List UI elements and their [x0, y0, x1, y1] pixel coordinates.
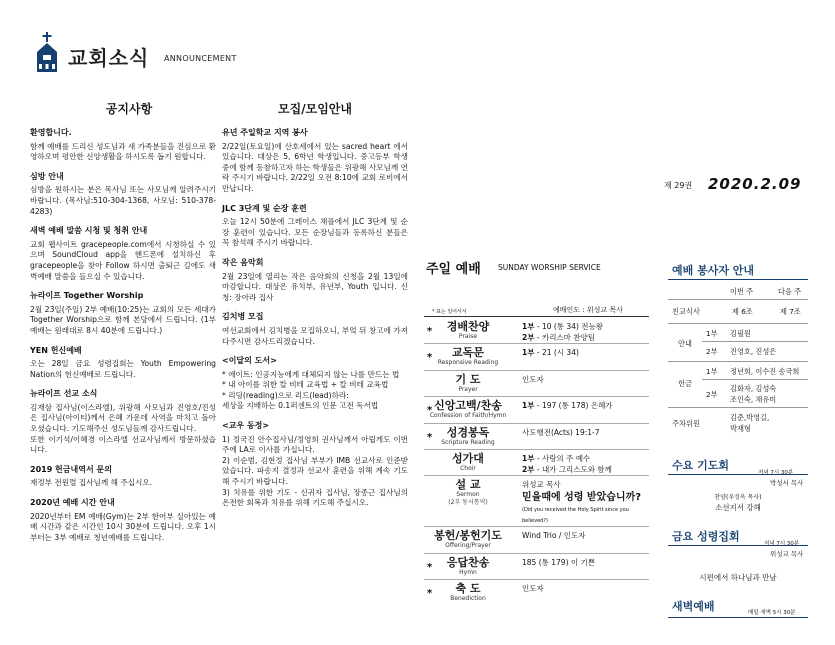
recruit-item-body: 2/22일(토요일)에 산호세에서 있는 sacred heart 에서 있습니다. 대상은 5, 6학년 학생입니다. 중고등부 학생 중에 함께 동참하고자 하는 학생들은 위광해 사모님께 연락 주시기 바랍니다. 2/22일 오전 8:10에 교회 로비에서 만납니다. — [222, 141, 408, 193]
worship-item-en: Benediction — [450, 595, 486, 603]
notices-item-body: 함께 예배를 드리신 성도님과 새 가족분들을 진심으로 환영하오며 평안한 신앙생활을 하시도록 돕기 원합니다. — [30, 141, 216, 162]
worship-item-text: - 카리스마 찬양팀 — [534, 333, 596, 342]
worship-item — [424, 373, 512, 394]
recruit-item — [222, 356, 408, 412]
recruit-item-title: <이달의 도서> — [222, 356, 277, 366]
worship-item-en: Scripture Reading — [441, 438, 495, 446]
service-part: 1부 — [522, 401, 535, 411]
worship-item-detail — [522, 400, 613, 411]
worship-order-row — [424, 450, 652, 475]
worship-item-detail — [522, 374, 544, 385]
worship-item-line — [522, 321, 603, 332]
worship-item-line — [522, 332, 603, 343]
parking-2: 박재형 — [730, 424, 751, 433]
worship-item — [424, 426, 512, 447]
worship-item-en: Sermon — [456, 491, 480, 499]
worship-item-line — [522, 374, 544, 385]
service-part: 1부 — [522, 453, 535, 463]
notices-item — [30, 172, 216, 217]
worship-item-detail — [522, 347, 579, 358]
worship-item-en: Confession of Faith/Hymn — [429, 412, 507, 420]
parking-label: 주차위원 — [672, 419, 700, 428]
worship-item-text: - 197 (통 178) 은혜가 — [534, 401, 613, 411]
page-subtitle: ANNOUNCEMENT — [164, 54, 237, 63]
divider — [668, 407, 808, 408]
standing-mark: * — [427, 405, 433, 417]
standing-mark: * — [427, 326, 433, 337]
greeter-label: 친교식사 — [672, 307, 700, 316]
recruit-item-title: 작은 음악회 — [222, 257, 264, 267]
worship-item-name: 축 도 — [455, 582, 481, 596]
dawn-title: 새벽예배 — [672, 600, 715, 613]
worship-order-row — [424, 371, 652, 396]
worship-order-row — [424, 318, 652, 343]
worship-item-name: 교독문 — [452, 346, 484, 360]
worship-order-row — [424, 554, 652, 579]
recruit-item — [222, 204, 408, 249]
worship-item-en: Choir — [460, 464, 476, 472]
recruit-item — [222, 312, 408, 347]
worship-item-detail — [522, 321, 603, 343]
worship-subtitle: SUNDAY WORSHIP SERVICE — [498, 263, 601, 272]
worship-item-name: 봉헌/봉헌기도 — [434, 529, 502, 543]
worship-item-name: 응답찬송 — [446, 555, 490, 569]
greeter-next: 제 7조 — [780, 307, 801, 316]
worship-item-line — [522, 530, 586, 541]
worship-order-row — [424, 424, 652, 449]
worship-item-text: - 21 (시 34) — [534, 348, 579, 358]
worship-item-line — [522, 400, 613, 411]
offering-1: 정년희, 이수진 송국희 — [730, 367, 800, 376]
worship-item — [424, 478, 512, 507]
worship-item — [424, 582, 512, 603]
worship-item — [424, 529, 512, 550]
worship-item-text: Wind Trio / 인도자 — [522, 531, 586, 541]
worship-item-en: Prayer — [458, 385, 478, 393]
worship-item-text: 사도행전(Acts) 19:1-7 — [522, 427, 600, 437]
worship-order-list — [424, 318, 652, 606]
service-part: 1부 — [522, 322, 535, 331]
service-title: 예배 봉사자 안내 — [672, 264, 755, 277]
service-part: 1부 — [522, 348, 535, 358]
friday-line-1: 시편에서 하나님과 만남 — [699, 573, 777, 582]
notices-item-title: 뉴라이프 선교 소식 — [30, 389, 98, 399]
worship-order-row — [424, 580, 652, 605]
recruit-item — [222, 421, 408, 509]
worship-leader: 예배인도 : 위성교 목사 — [553, 306, 623, 314]
worship-item-detail — [522, 530, 586, 541]
divider — [424, 316, 649, 317]
worship-item-detail — [522, 453, 612, 475]
worship-item-line — [522, 583, 544, 594]
notices-item — [30, 346, 216, 381]
recruit-item-title: 유년 주일학교 지역 봉사 — [222, 128, 308, 137]
notices-item — [30, 291, 216, 336]
friday-title: 금요 성령집회 — [672, 530, 740, 543]
page-header — [34, 32, 414, 78]
notices-item-body: 심방을 원하시는 분은 목사님 또는 사모님께 알려주시기 바랍니다. (목사님:510-304-1368, 사모님: 510-378-4283) — [30, 185, 216, 216]
worship-item-line — [522, 427, 600, 438]
divider — [668, 299, 808, 300]
recruit-item-body: * 에이트: 인공지능에게 대체되지 않는 나를 만드는 법 * 내 아이를 위한 칼 비테 교육법 + 칼 비테 교육법 * 리딩(reading)으로 리드(lead)하라: 세상을 지배하는 0.1퍼센트의 인문 고전 독서법 — [222, 369, 400, 411]
issue-number: 제 29권 — [664, 181, 693, 190]
divider — [702, 379, 808, 380]
notices-item-title: 2020년 예배 시간 안내 — [30, 498, 115, 508]
worship-order-row — [424, 397, 652, 422]
worship-order-row — [424, 344, 652, 369]
worship-item — [424, 452, 512, 473]
offering-2a: 김화자, 김성숙 — [730, 384, 777, 393]
wednesday-leader: 박성서 목사 — [770, 479, 804, 487]
notices-heading: 공지사항 — [105, 102, 153, 116]
page-title: 교회소식 — [68, 46, 150, 70]
divider — [668, 323, 808, 324]
worship-note: * 표는 일어서서 — [432, 309, 467, 315]
divider — [668, 617, 808, 618]
offering-2b: 조인숙, 채유미 — [730, 395, 777, 404]
service-part: 2부 — [522, 464, 535, 474]
worship-item-name: 성가대 — [452, 451, 484, 465]
sermon-title: 믿을때에 성령 받았습니까? — [522, 492, 642, 504]
worship-item-line — [522, 557, 595, 568]
church-icon — [34, 32, 60, 72]
usher-part-1: 1부 — [706, 329, 718, 338]
worship-item-name: 경배찬양 — [446, 320, 490, 333]
recruit-item — [222, 258, 408, 303]
worship-item-name: 기 도 — [455, 372, 481, 386]
worship-item — [424, 346, 512, 367]
worship-order-row — [424, 476, 652, 526]
notices-item — [30, 465, 216, 489]
notices-item — [30, 226, 216, 282]
worship-item-en: Hymn — [459, 568, 477, 576]
recruit-item-body: 2월 23일에 열리는 작은 음악회의 신청을 2월 13일에 마감합니다. 대상은 유치부, 유년부, Youth 입니다. 신청: 장아라 집사 — [222, 271, 408, 302]
issue-date: 2020.2.09 — [708, 175, 802, 193]
worship-item — [424, 399, 512, 420]
offering-label: 헌금 — [678, 379, 692, 388]
standing-mark: * — [427, 561, 433, 573]
notices-item-title: 뉴라이프 Together Worship — [30, 291, 144, 301]
dawn-time: 매일 새벽 5시 30분 — [748, 610, 796, 616]
recruit-item — [222, 128, 408, 195]
worship-order-row — [424, 527, 652, 552]
usher-label: 안내 — [678, 339, 692, 348]
wednesday-title: 수요 기도회 — [672, 459, 729, 472]
usher-2: 진영호, 진성은 — [730, 347, 777, 356]
notices-item — [30, 498, 216, 543]
notices-item-body: 오는 28일 금요 성령집회는 Youth Empowering Nation의 헌신예배로 드립니다. — [30, 359, 216, 379]
notices-item — [30, 389, 216, 456]
notices-item-body: 교회 웹사이트 gracepeople.com에서 시청하실 수 있으며 SoundCloud app을 핸드폰에 설치하신 후 gracepeople을 찾아 Follow 하시면 출퇴근 길에도 새벽예배 말씀을 들으실 수 있습니다. — [30, 239, 216, 281]
worship-item-detail — [522, 479, 652, 527]
notices-item-title: 새벽 예배 말씀 시청 및 청취 안내 — [30, 226, 148, 236]
divider — [668, 361, 808, 362]
standing-mark: * — [427, 431, 433, 443]
usher-1: 김필원 — [730, 329, 751, 338]
worship-item-name: 신앙고백/찬송 — [434, 399, 502, 413]
worship-item-detail — [522, 583, 544, 594]
this-week-header: 이번 주 — [730, 287, 754, 296]
wednesday-time: 저녁 7시 30분 — [758, 470, 794, 476]
worship-item-text: 185 (통 179) 이 기쁜 — [522, 557, 595, 567]
wednesday-line-1: 찬양(우성옥 목사) — [714, 494, 762, 501]
recruit-heading: 모집/모임안내 — [278, 102, 352, 116]
worship-item-name: 설 교 — [455, 478, 481, 492]
usher-part-2: 2부 — [706, 347, 718, 356]
sermon-title-en: (Did you received the Holy Spirit since you believed?) — [522, 507, 629, 525]
offering-part-1: 1부 — [706, 367, 718, 376]
worship-item-en: Responsive Reading — [437, 359, 499, 367]
worship-item-name: 성경봉독 — [446, 425, 490, 439]
worship-item-line — [522, 453, 612, 464]
notices-item-body: 2월 23일(주일) 2부 예배(10:25)는 교회의 모든 세대가 Together Worship으로 함께 본당에서 드립니다. (1부 예배는 원래대로 8시 40분에 드립니다.) — [30, 304, 216, 335]
recruit-item-title: JLC 3단계 및 순장 훈련 — [222, 203, 307, 213]
notices-item-title: YEN 헌신예배 — [30, 345, 82, 355]
standing-mark: * — [427, 588, 433, 600]
recruit-item-body: 오늘 12시 50분에 그레이스 채플에서 JLC 3단계 및 순장 훈련이 있습니다. 모든 순장님들과 등록하신 분들은 꼭 참석해 주시기 바랍니다. — [222, 217, 408, 248]
worship-item-en: Praise — [458, 333, 478, 340]
worship-title: 주일 예배 — [426, 262, 481, 277]
recruit-item-title: <교우 동정> — [222, 421, 270, 431]
worship-item-line — [522, 347, 579, 358]
recruit-item-body: 여선교회에서 김치병을 모집하오니, 부엌 뒤 창고에 가져다주시면 감사드리겠습니다. — [222, 325, 408, 346]
notices-item-title: 2019 헌금내역서 문의 — [30, 464, 112, 474]
wednesday-line-2: 소선지서 강해 — [715, 503, 761, 512]
worship-item-text: - 10 (통 34) 전능왕 — [534, 322, 604, 331]
worship-item-text: 인도자 — [522, 584, 544, 594]
worship-item — [424, 556, 512, 577]
worship-item-detail — [522, 557, 595, 568]
divider — [702, 341, 808, 342]
worship-item-text: 인도자 — [522, 374, 544, 384]
worship-item-text: - 사랑의 주 예수 — [534, 453, 591, 463]
recruit-item-title: 김치병 모집 — [222, 312, 264, 322]
worship-item-detail — [522, 427, 600, 438]
recruit-column — [222, 128, 408, 518]
service-part: 2부 — [522, 333, 535, 342]
worship-item — [424, 320, 512, 341]
worship-item-en: Offering/Prayer — [445, 542, 491, 550]
offering-part-2: 2부 — [706, 390, 718, 399]
worship-item-line — [522, 464, 612, 475]
notices-item-body: 김재삼 집사님(이스라엘), 위광해 사모님과 진영호/진성은 집사님(아이티)께서 은혜 가운데 사역을 마치고 돌아오셨습니다. 기도해주신 성도님들께 감사드립니다. 또한 이기석/이혜경 이스라엘 선교사님께서 방문하셨습니다. — [30, 402, 216, 455]
notices-item-body: 2020년부터 EM 예배(Gym)는 2부 한어부 실아있는 예배 시간과 같은 시간인 10시 30분에 드립니다. 오후 1시부터는 3부 예배로 청년예배를 드립니다. — [30, 511, 216, 542]
greeter-this: 제 6조 — [732, 307, 753, 316]
worship-item-note: (2부 동시통역) — [448, 499, 488, 507]
notices-item-title: 심방 안내 — [30, 171, 64, 181]
divider — [668, 279, 808, 280]
standing-mark: * — [427, 352, 433, 364]
sermon-preacher: 위성교 목사 — [522, 480, 561, 490]
next-week-header: 다음 주 — [778, 287, 802, 296]
parking-1: 김준,박영길, — [730, 413, 770, 422]
notices-item — [30, 128, 216, 163]
notices-item-body: 재정부 전원렬 집사님께 해 주십시오. — [30, 478, 153, 488]
notices-column — [30, 128, 216, 552]
friday-time: 저녁 7시 30분 — [764, 541, 800, 547]
notices-item-title: 환영합니다. — [30, 128, 72, 137]
recruit-item-body: 1) 정국진 안수집사님/정영희 권사님께서 아립게도 이번주에 LA로 이사를 가십니다. 2) 이순범, 김현정 집사님 부부가 IMB 선교사로 인준받았습니다. 파송지 결정과 선교사 훈련을 위해 계속 기도해 주시기 바랍니다. 3) 치유를 위한 기도 - 신귀자 집사님, 장종근 집사님의 온전한 회복과 치유를 위해 기도해 주십시오. — [222, 434, 408, 508]
friday-leader: 위성교 목사 — [770, 550, 804, 558]
worship-item-text: - 내가 그리스도와 함께 — [534, 464, 612, 474]
